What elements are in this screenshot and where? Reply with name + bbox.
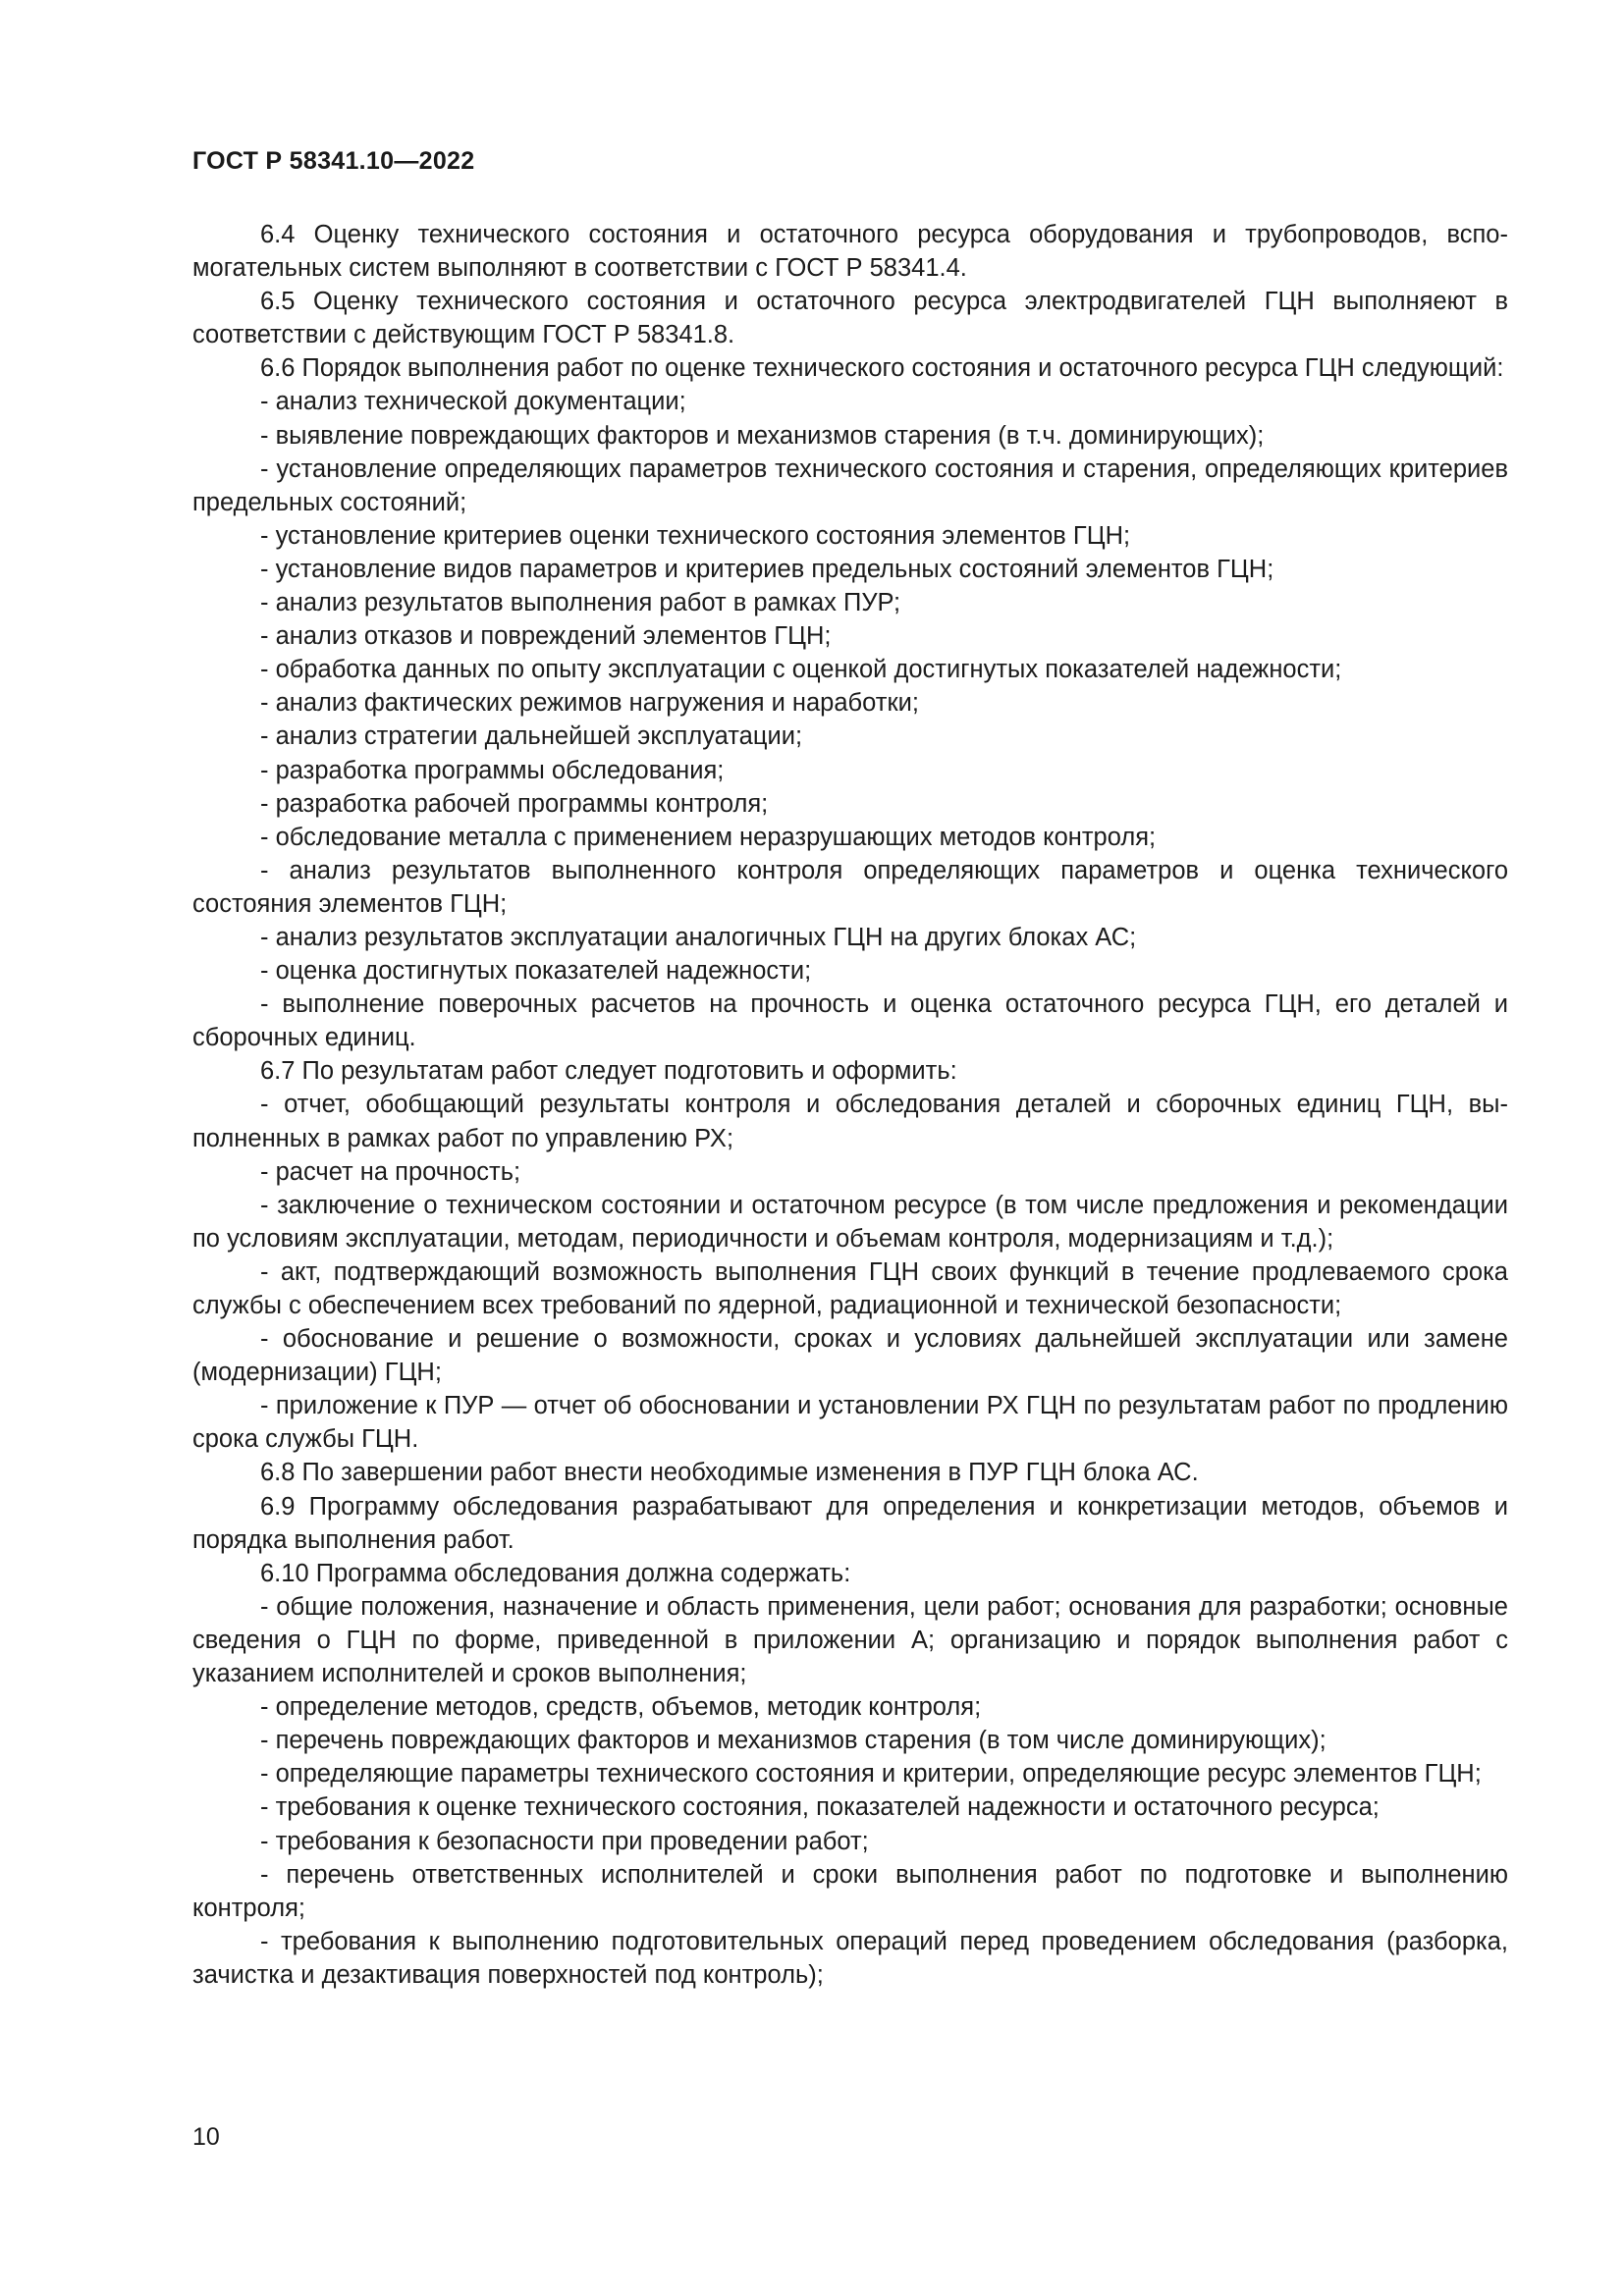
list-item: - требования к выполнению подготовительных операций перед проведением обследования (разборка, зачистка и дезактивация поверхностей под контроль); — [192, 1927, 1508, 1989]
list-item: - выявление повреждающих факторов и механизмов старения (в т.ч. доминирующих); — [260, 421, 1265, 450]
list-item: - установление видов параметров и критериев предельных состояний элементов ГЦН; — [260, 555, 1274, 583]
list-item: - обработка данных по опыту эксплуатации с оценкой достигнутых показателей надежности; — [260, 656, 1342, 684]
list-item: - требования к безопасности при проведении работ; — [260, 1827, 869, 1855]
paragraph: 6.10 Программа обследования должна содержать: — [260, 1559, 851, 1587]
list-item: - определяющие параметры технического состояния и критерии, определяющие ресурс элементов ГЦН; — [260, 1760, 1482, 1789]
list-item: - установление определяющих параметров технического состояния и старения, определяющих критериев предельных состояний; — [192, 454, 1508, 516]
paragraph: 6.7 По результатам работ следует подготовить и оформить: — [260, 1057, 957, 1086]
list-item: - заключение о техническом состоянии и остаточном ресурсе (в том числе предложения и рекомендации по условиям эксплуатации, методам, периодичности и объемам контроля, модернизациям и т.д.); — [192, 1191, 1508, 1253]
list-item: - перечень ответственных исполнителей и сроки выполнения работ по подготовке и выполнению контроля; — [192, 1860, 1508, 1922]
list-item: - обоснование и решение о возможности, сроках и условиях дальнейшей эксплуатации или замене (модернизации) ГЦН; — [192, 1325, 1508, 1387]
list-item: - обследование металла с применением неразрушающих методов контроля; — [260, 823, 1157, 851]
list-item: - анализ результатов эксплуатации аналогичных ГЦН на других блоках АС; — [260, 923, 1137, 951]
paragraph: 6.6 Порядок выполнения работ по оценке технического состояния и остаточного ресурса ГЦН следующий: — [260, 354, 1504, 383]
list-item: - выполнение поверочных расчетов на прочность и оценка остаточного ресурса ГЦН, его деталей и сборочных единиц. — [192, 990, 1508, 1052]
paragraph: 6.5 Оценку технического состояния и остаточного ресурса электродвигателей ГЦН выполняеют в соответствии с действующим ГОСТ Р 58341.8. — [192, 288, 1508, 349]
list-item: - анализ технической документации; — [260, 388, 686, 416]
standard-header: ГОСТ Р 58341.10—2022 — [192, 147, 475, 175]
list-item: - перечень повреждающих факторов и механизмов старения (в том числе доминирующих); — [260, 1727, 1326, 1755]
list-item: - приложение к ПУР — отчет об обосновании и установлении РХ ГЦН по результатам работ по продлению срока службы ГЦН. — [192, 1392, 1508, 1454]
list-item: - разработка программы обследования; — [260, 756, 725, 784]
list-item: - анализ отказов и повреждений элементов ГЦН; — [260, 622, 832, 651]
document-body — [192, 218, 1508, 1992]
list-item: - оценка достигнутых показателей надежности; — [260, 957, 812, 986]
list-item: - определение методов, средств, объемов, методик контроля; — [260, 1693, 982, 1722]
page-number: 10 — [192, 2123, 220, 2151]
paragraph: 6.4 Оценку технического состояния и остаточного ресурса оборудования и трубопроводов, вспомогательных систем выполняют в соответствии с ГОСТ Р 58341.4. — [192, 221, 1508, 283]
list-item: - анализ результатов выполнения работ в рамках ПУР; — [260, 589, 901, 617]
list-item: - анализ фактических режимов нагружения и наработки; — [260, 689, 919, 718]
list-item: - установление критериев оценки технического состояния элементов ГЦН; — [260, 521, 1131, 550]
list-item: - анализ стратегии дальнейшей эксплуатации; — [260, 722, 803, 751]
list-item: - расчет на прочность; — [260, 1157, 521, 1186]
list-item: - разработка рабочей программы контроля; — [260, 789, 769, 818]
list-item: - акт, подтверждающий возможность выполнения ГЦН своих функций в течение продлеваемого срока службы с обеспечением всех требований по ядерной, радиационной и технической безопасности; — [192, 1257, 1508, 1319]
paragraph: 6.8 По завершении работ внести необходимые изменения в ПУР ГЦН блока АС. — [260, 1459, 1199, 1487]
list-item: - анализ результатов выполненного контроля определяющих параметров и оценка технического состояния элементов ГЦН; — [192, 856, 1508, 918]
list-item: - общие положения, назначение и область применения, цели работ; основания для разработки; основные сведения о ГЦН по форме, приведенной в приложении А; организацию и порядок выполнения работ с указанием исполнителей и сроков выполнения; — [192, 1592, 1508, 1688]
list-item: - требования к оценке технического состояния, показателей надежности и остаточного ресурса; — [260, 1793, 1380, 1822]
list-item: - отчет, обобщающий результаты контроля и обследования деталей и сборочных единиц ГЦН, выполненных в рамках работ по управлению РХ; — [192, 1091, 1508, 1152]
paragraph: 6.9 Программу обследования разрабатывают для определения и конкретизации методов, объемов и порядка выполнения работ. — [192, 1492, 1508, 1554]
